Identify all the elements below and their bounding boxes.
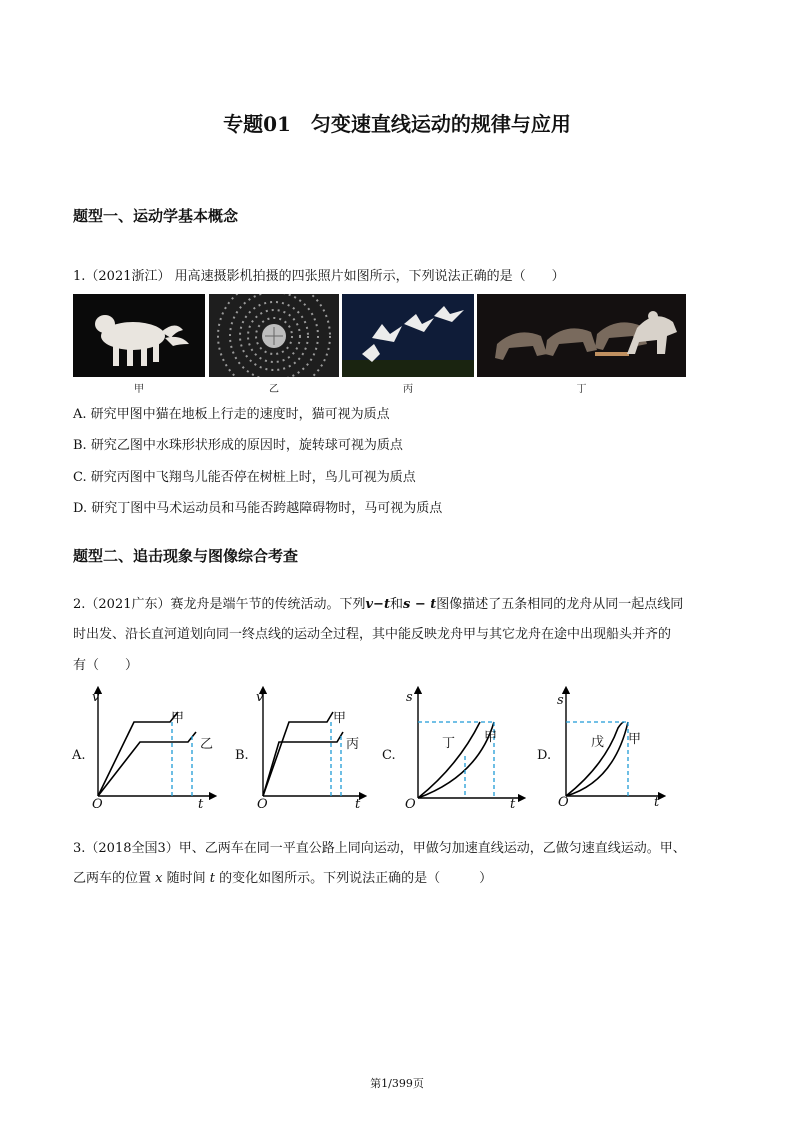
q3-text-b: 随时间 (166, 871, 206, 886)
graph-b-label-1: 甲 (333, 711, 347, 726)
graph-c-origin: O (405, 797, 416, 812)
curve-jia (98, 712, 178, 796)
q2-and: 和 (389, 597, 403, 612)
question-2-line-2: 时出发、沿长直河道划向同一终点线的运动全过程，其中能反映龙舟甲与其它龙舟在途中出现船头并齐的 (73, 627, 672, 642)
horse-jump-photo (477, 294, 686, 377)
graph-b-option: B. (235, 748, 249, 763)
option-d: D. 研究丁图中马术运动员和马能否跨越障碍物时，马可视为质点 (73, 501, 443, 516)
photo-caption-c: 丙 (403, 384, 413, 395)
st-symbol: s − t (402, 597, 437, 612)
graph-d-label-2: 甲 (628, 732, 642, 747)
option-a: A. 研究甲图中猫在地板上行走的速度时，猫可视为质点 (73, 407, 390, 422)
graph-d-st (552, 686, 667, 816)
page-number: 第1/399页 (370, 1077, 424, 1090)
q3-text-a: 乙两车的位置 (73, 871, 152, 886)
curve-jia (263, 712, 333, 796)
graph-b-origin: O (257, 797, 268, 812)
graph-a-y-label: v (92, 690, 100, 705)
graph-a-origin: O (92, 797, 103, 812)
graph-c-option: C. (382, 748, 396, 763)
question-2-stem (73, 590, 683, 620)
flying-birds-photo (342, 294, 474, 377)
q3-x-var: x (155, 871, 163, 886)
q3-t-var: t (209, 871, 216, 886)
graph-c-st (398, 686, 528, 816)
question-3-line-1: 3.（2018全国3）甲、乙两车在同一平直公路上同向运动，甲做匀加速直线运动，乙做匀速直线运动。甲、 (73, 841, 686, 856)
graph-a-label-1: 甲 (171, 711, 185, 726)
graph-c-label-2: 甲 (484, 730, 498, 745)
photo-caption-a: 甲 (134, 384, 144, 395)
page-title: 专题01 匀变速直线运动的规律与应用 (223, 112, 571, 136)
q2-text-2: 图像描述了五条相同的龙舟从同一起点线同 (436, 597, 684, 612)
section-heading-2: 题型二、追击现象与图像综合考查 (73, 547, 299, 565)
graph-d-y-label: s (557, 693, 564, 708)
graph-b-label-2: 丙 (346, 737, 360, 752)
graph-a-option: A. (72, 748, 86, 763)
question-3-line-2 (73, 864, 492, 894)
graph-c-x-label: t (510, 797, 516, 812)
graph-d-origin: O (558, 795, 569, 810)
graph-a-x-label: t (198, 797, 204, 812)
question-1-stem: 1.（2021浙江） 用高速摄影机拍摄的四张照片如图所示，下列说法正确的是（ ） (73, 269, 565, 284)
graph-c-y-label: s (406, 690, 413, 705)
graph-d-x-label: t (654, 795, 660, 810)
graph-d-label-1: 戊 (591, 735, 605, 750)
graph-c-label-1: 丁 (442, 736, 456, 751)
option-c: C. 研究丙图中飞翔鸟儿能否停在树桩上时，鸟儿可视为质点 (73, 470, 416, 485)
graph-d-option: D. (537, 748, 552, 763)
vt-symbol: v−t (365, 597, 390, 612)
cat-sequence-photo (73, 294, 205, 377)
graph-b-y-label: v (256, 690, 264, 705)
photo-caption-d: 丁 (576, 384, 587, 395)
photo-caption-b: 乙 (269, 384, 279, 395)
q2-text-1: 2.（2021广东）赛龙舟是端午节的传统活动。下列 (73, 597, 366, 612)
graph-b-x-label: t (355, 797, 361, 812)
option-b: B. 研究乙图中水珠形状形成的原因时，旋转球可视为质点 (73, 438, 403, 453)
section-heading-1: 题型一、运动学基本概念 (73, 207, 239, 225)
q3-text-c: 的变化如图所示。下列说法正确的是（ ） (219, 871, 493, 886)
question-2-line-3: 有（ ） (73, 658, 139, 673)
spinning-ball-photo (209, 294, 339, 377)
graph-a-label-2: 乙 (200, 737, 214, 752)
